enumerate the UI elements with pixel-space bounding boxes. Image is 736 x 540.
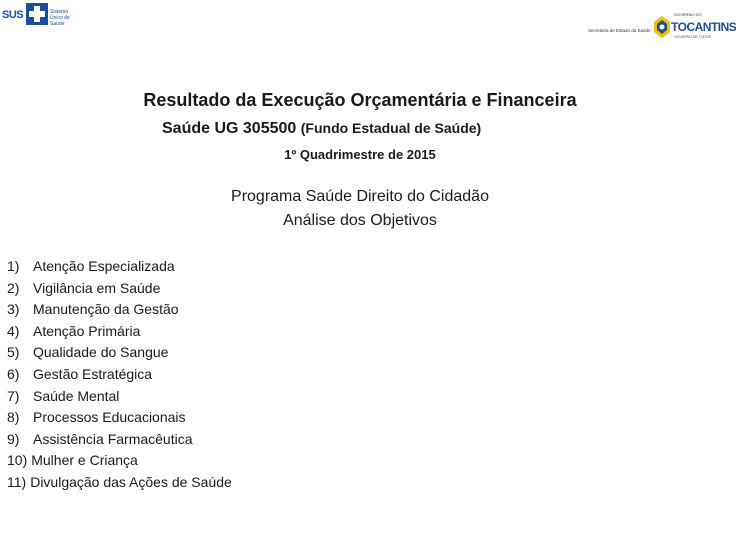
main-title: Resultado da Execução Orçamentária e Financeira — [143, 90, 577, 110]
list-item — [7, 364, 232, 386]
list-item-number: 9) — [7, 430, 20, 447]
sus-logo-text: SUS — [2, 9, 24, 21]
tocantins-name: TOCANTINS — [671, 20, 736, 34]
list-item-number: 8) — [7, 409, 20, 426]
list-item-label: Processos Educacionais — [33, 409, 186, 426]
tocantins-emblem-icon — [654, 16, 670, 38]
list-item-number: 10) — [7, 452, 28, 469]
unit-title — [162, 120, 481, 138]
list-item-label: Mulher e Criança — [31, 452, 138, 469]
list-item — [7, 386, 232, 408]
list-item — [7, 278, 232, 300]
sus-logo — [2, 3, 74, 29]
program-title: Programa Saúde Direito do Cidadão — [231, 188, 489, 205]
list-item-number: 3) — [7, 301, 20, 318]
tocantins-small-label: GOVERNO DO — [674, 12, 702, 17]
list-item — [7, 450, 232, 472]
list-item-number: 1) — [7, 258, 20, 274]
list-item-label: Atenção Primária — [33, 322, 141, 339]
list-item — [7, 256, 232, 278]
list-item — [7, 299, 232, 321]
list-item — [7, 472, 232, 494]
list-item-label: Vigilância em Saúde — [33, 279, 161, 296]
sus-cross-icon — [26, 3, 48, 25]
list-item-number: 2) — [7, 279, 20, 296]
tocantins-logo — [654, 4, 736, 44]
list-item-label: Atenção Especializada — [33, 258, 175, 274]
list-item-number: 6) — [7, 365, 20, 382]
period-title: 1º Quadrimestre de 2015 — [284, 147, 436, 162]
list-item-label: Qualidade do Sangue — [33, 344, 169, 361]
secretaria-label: Secretaria de Estado da Saúde — [588, 28, 651, 33]
tocantins-sub-label: GOVERNO DE TODOS — [674, 35, 712, 39]
list-item-number: 7) — [7, 387, 20, 404]
list-item — [7, 407, 232, 429]
unit-fund-name: (Fundo Estadual de Saúde) — [300, 120, 482, 136]
list-item-label: Manutenção da Gestão — [33, 301, 179, 318]
unit-code: Saúde UG 305500 — [162, 120, 297, 137]
list-item-number: 5) — [7, 344, 20, 361]
list-item — [7, 321, 232, 343]
list-item-label: Assistência Farmacêutica — [33, 430, 193, 447]
analysis-title: Análise dos Objetivos — [283, 212, 437, 229]
list-item — [7, 342, 232, 364]
objectives-list — [7, 256, 232, 494]
list-item-number: 4) — [7, 322, 20, 339]
list-item — [7, 429, 232, 451]
list-item-label: Gestão Estratégica — [33, 365, 153, 382]
list-item-number: 11) — [7, 473, 27, 490]
sus-logo-small: Sistema Único de Saúde — [50, 9, 70, 27]
list-item-label: Saúde Mental — [33, 387, 120, 404]
list-item-label: Divulgação das Ações de Saúde — [30, 473, 232, 490]
